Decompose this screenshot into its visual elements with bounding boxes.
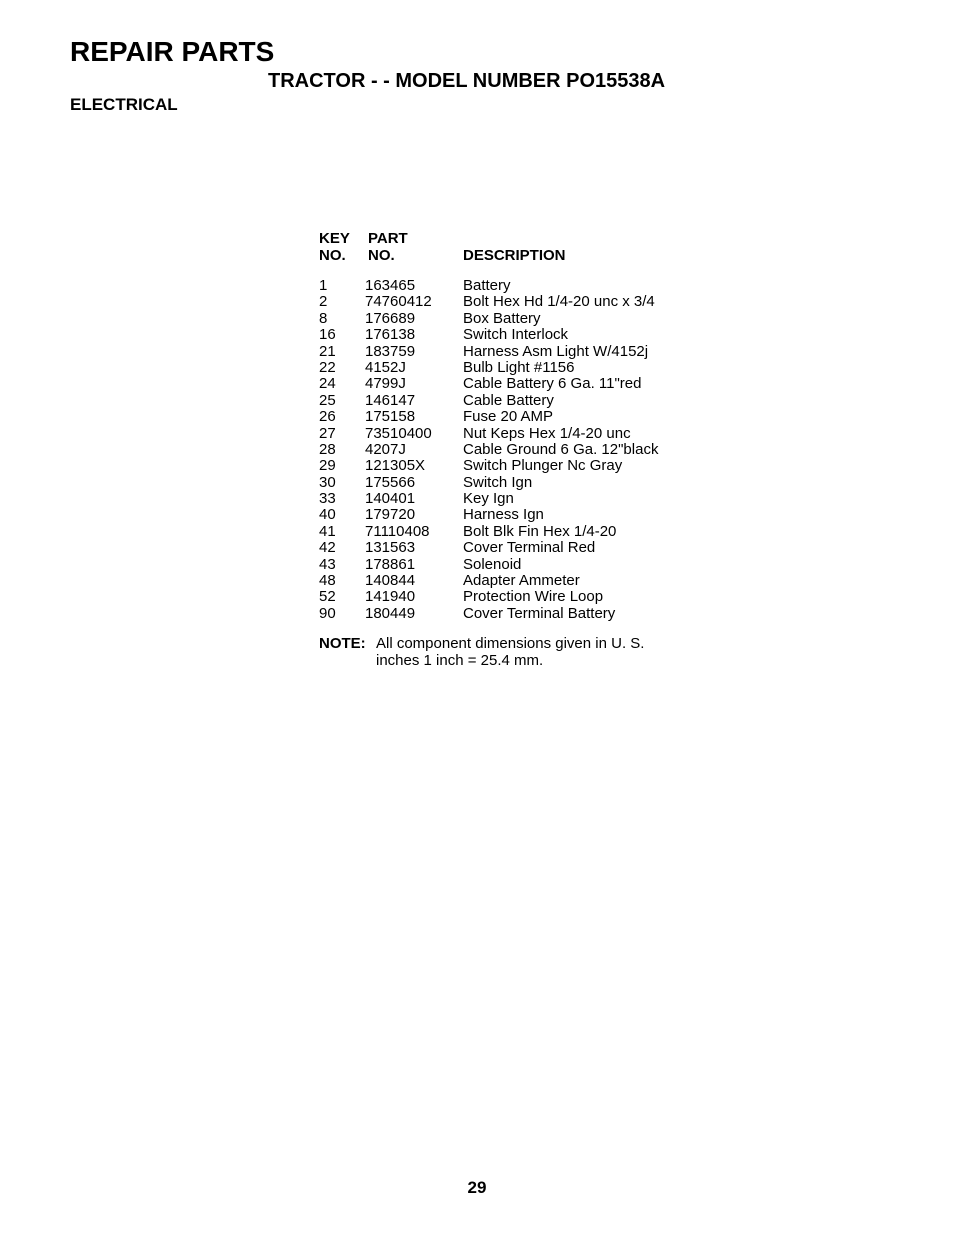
description-cell: Cable Battery bbox=[463, 391, 554, 409]
note-text bbox=[376, 636, 676, 669]
note-label: NOTE: bbox=[319, 635, 366, 652]
key-no-cell: 30 bbox=[319, 473, 336, 491]
header-key-line2: NO. bbox=[319, 247, 346, 264]
description-cell: Cover Terminal Battery bbox=[463, 604, 616, 622]
key-no-cell: 90 bbox=[319, 604, 336, 622]
part-no-cell: 176689 bbox=[365, 309, 416, 327]
description-cell: Key Ign bbox=[463, 490, 514, 508]
key-no-cell: 41 bbox=[319, 522, 336, 540]
table-row bbox=[319, 311, 719, 327]
header-key-no bbox=[319, 230, 350, 264]
key-no-cell: 25 bbox=[319, 391, 336, 409]
table-row bbox=[319, 573, 719, 589]
description-cell: Bulb Light #1156 bbox=[463, 358, 575, 376]
part-no-cell: 71110408 bbox=[365, 522, 430, 540]
description-cell: Cable Battery 6 Ga. 11"red bbox=[463, 375, 642, 393]
key-no-cell: 27 bbox=[319, 424, 336, 442]
table-row bbox=[319, 409, 719, 425]
part-no-cell: 176138 bbox=[365, 326, 416, 344]
part-no-cell: 178861 bbox=[365, 555, 416, 573]
table-row bbox=[319, 540, 719, 556]
description-cell: Adapter Ammeter bbox=[463, 572, 580, 590]
table-row bbox=[319, 376, 719, 392]
part-no-cell: 4152J bbox=[365, 358, 406, 376]
key-no-cell: 24 bbox=[319, 375, 336, 393]
table-row bbox=[319, 344, 719, 360]
key-no-cell: 26 bbox=[319, 408, 336, 426]
table-row bbox=[319, 475, 719, 491]
table-row bbox=[319, 327, 719, 343]
key-no-cell: 40 bbox=[319, 506, 336, 524]
part-no-cell: 4207J bbox=[365, 440, 406, 458]
part-no-cell: 175566 bbox=[365, 473, 416, 491]
description-cell: Nut Keps Hex 1/4-20 unc bbox=[463, 424, 631, 442]
table-row bbox=[319, 360, 719, 376]
key-no-cell: 33 bbox=[319, 490, 336, 508]
description-cell: Solenoid bbox=[463, 555, 522, 573]
description-cell: Bolt Blk Fin Hex 1/4-20 bbox=[463, 522, 617, 540]
part-no-cell: 183759 bbox=[365, 342, 416, 360]
table-row bbox=[319, 442, 719, 458]
table-body bbox=[319, 278, 719, 622]
key-no-cell: 2 bbox=[319, 293, 328, 311]
part-no-cell: 74760412 bbox=[365, 293, 432, 311]
part-no-cell: 163465 bbox=[365, 277, 416, 294]
key-no-cell: 52 bbox=[319, 588, 336, 606]
table-row bbox=[319, 491, 719, 507]
table-row bbox=[319, 278, 719, 294]
part-no-cell: 179720 bbox=[365, 506, 416, 524]
part-no-cell: 73510400 bbox=[365, 424, 432, 442]
header-part-no bbox=[368, 230, 408, 264]
key-no-cell: 22 bbox=[319, 358, 336, 376]
table-row bbox=[319, 589, 719, 605]
part-no-cell: 175158 bbox=[365, 408, 416, 426]
table-row bbox=[319, 557, 719, 573]
parts-table bbox=[319, 230, 719, 622]
description-cell: Switch Ign bbox=[463, 473, 533, 491]
page-title: REPAIR PARTS bbox=[70, 36, 275, 67]
key-no-cell: 48 bbox=[319, 572, 336, 590]
header-key-line1: KEY bbox=[319, 230, 350, 247]
key-no-cell: 42 bbox=[319, 539, 336, 557]
part-no-cell: 140844 bbox=[365, 572, 416, 590]
table-row bbox=[319, 524, 719, 540]
description-cell: Bolt Hex Hd 1/4-20 unc x 3/4 bbox=[463, 293, 655, 311]
table-row bbox=[319, 294, 719, 310]
description-cell: Switch Plunger Nc Gray bbox=[463, 457, 623, 475]
table-row bbox=[319, 507, 719, 523]
part-no-cell: 131563 bbox=[365, 539, 416, 557]
key-no-cell: 28 bbox=[319, 440, 336, 458]
key-no-cell: 8 bbox=[319, 309, 328, 327]
part-no-cell: 121305X bbox=[365, 457, 426, 475]
description-cell: Harness Ign bbox=[463, 506, 544, 524]
description-cell: Fuse 20 AMP bbox=[463, 408, 554, 426]
section-heading: ELECTRICAL bbox=[70, 95, 178, 114]
table-row bbox=[319, 606, 719, 622]
table-row bbox=[319, 458, 719, 474]
key-no-cell: 1 bbox=[319, 277, 328, 294]
header-description: DESCRIPTION bbox=[463, 247, 566, 264]
note-line-1: All component dimensions given in U. S. bbox=[376, 635, 645, 652]
part-no-cell: 146147 bbox=[365, 391, 416, 409]
note-line-2: inches 1 inch = 25.4 mm. bbox=[376, 651, 544, 669]
key-no-cell: 21 bbox=[319, 342, 336, 360]
key-no-cell: 16 bbox=[319, 326, 336, 344]
description-cell: Cable Ground 6 Ga. 12"black bbox=[463, 440, 659, 458]
description-cell: Cover Terminal Red bbox=[463, 539, 596, 557]
part-no-cell: 180449 bbox=[365, 604, 416, 622]
page-number: 29 bbox=[467, 1178, 487, 1197]
key-no-cell: 43 bbox=[319, 555, 336, 573]
header-part-line2: NO. bbox=[368, 247, 395, 264]
description-cell: Harness Asm Light W/4152j bbox=[463, 342, 649, 360]
part-no-cell: 141940 bbox=[365, 588, 416, 606]
key-no-cell: 29 bbox=[319, 457, 336, 475]
table-header bbox=[319, 230, 719, 264]
description-cell: Switch Interlock bbox=[463, 326, 569, 344]
table-row bbox=[319, 426, 719, 442]
header-part-line1: PART bbox=[368, 230, 408, 247]
description-cell: Protection Wire Loop bbox=[463, 588, 604, 606]
description-cell: Box Battery bbox=[463, 309, 541, 327]
description-cell: Battery bbox=[463, 277, 511, 294]
part-no-cell: 4799J bbox=[365, 375, 406, 393]
model-subtitle: TRACTOR - - MODEL NUMBER PO15538A bbox=[268, 70, 666, 92]
table-row bbox=[319, 393, 719, 409]
part-no-cell: 140401 bbox=[365, 490, 416, 508]
